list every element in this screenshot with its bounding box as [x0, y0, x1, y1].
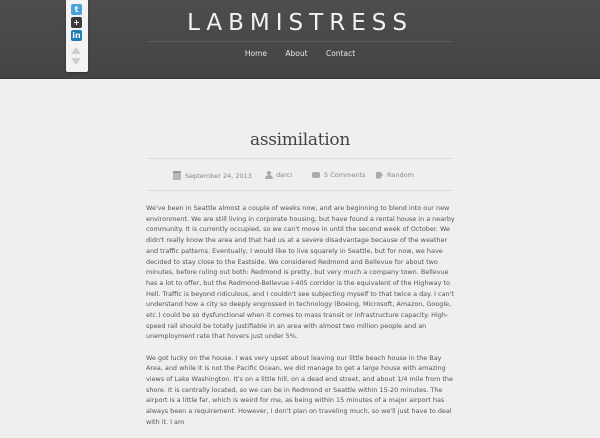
comment-icon	[312, 172, 320, 178]
scroll-up-icon[interactable]	[71, 47, 81, 54]
twitter-icon[interactable]: t	[71, 4, 82, 15]
user-icon	[265, 171, 272, 179]
site-header	[0, 0, 600, 79]
post-author	[265, 171, 292, 179]
post-date-text: September 24, 2013	[185, 171, 252, 180]
nav-home[interactable]: Home	[244, 49, 267, 58]
header-divider	[147, 41, 453, 42]
nav-contact[interactable]: Contact	[325, 49, 356, 58]
nav-about[interactable]: About	[285, 49, 308, 58]
post-content	[146, 203, 456, 438]
addthis-icon[interactable]: +	[71, 17, 82, 28]
post-category	[376, 171, 414, 179]
post-date	[173, 171, 252, 180]
share-bar	[66, 0, 88, 72]
post-title[interactable]: assimilation	[249, 130, 350, 150]
post-comments	[312, 171, 365, 179]
meta-divider	[147, 190, 453, 191]
title-divider	[147, 158, 453, 159]
post-paragraph: We got lucky on the house. I was very upset about leaving our little beach house in the Bay Area, and while it is not the Pacific Ocean, we did manage to get a large house with amazing views of Lake Washington. It's on a little hill, on a dead end street, and about 1/4 mile from the shore. It is centrally located, so we can be in Redmond or Seattle within 15-20 minutes. The airport is a little far, which is weird for me, as being within 15 minutes of a major airport has always been a requirement. However, I don't plan on traveling much, so we'll just have to deal with it. I am	[146, 353, 453, 426]
calendar-icon	[173, 171, 181, 180]
post-author-link[interactable]: darci	[276, 171, 293, 179]
scroll-down-icon[interactable]	[71, 58, 81, 65]
post-comments-link[interactable]: 5 Comments	[324, 171, 366, 179]
post-paragraph: We've been in Seattle almost a couple of weeks now, and are beginning to blend into our new environment. We are still living in corporate housing, but have found a rental house in a nearby community. It is currently occupied, so we can't move in until the second week of October. We didn't really know the area and that had us at a severe disadvantage because of the weather and traffic patterns. Eventually, I would like to live squarely in Seattle, but for now, we have decided to stay close to the Eastside. We considered Redmond and Bellevue for about two minutes, before ruling out both: Redmond is pretty, but very much a company town. Bellevue has a lot to offer, but the Redmond-Bellevue I-405 corridor is the equivalent of the Highway to Hell. Traffic is beyond ridiculous, and I couldn't see subjecting myself to that twice a day. I can't understand how a city so deeply engrossed in technology (Boeing, Microsoft, Amazon, Google, etc.) could be so dysfunctional when it comes to mass transit or infrastructure capacity. High-speed rail should be totally justifiable in an area with almost two million people and an unemployment rate that hovers just under 5%.	[146, 204, 455, 341]
site-title[interactable]: LABMISTRESS	[187, 10, 413, 36]
tag-icon	[376, 172, 383, 179]
main-nav	[0, 49, 600, 58]
linkedin-icon[interactable]: in	[72, 31, 81, 40]
post-category-link[interactable]: Random	[387, 171, 414, 179]
